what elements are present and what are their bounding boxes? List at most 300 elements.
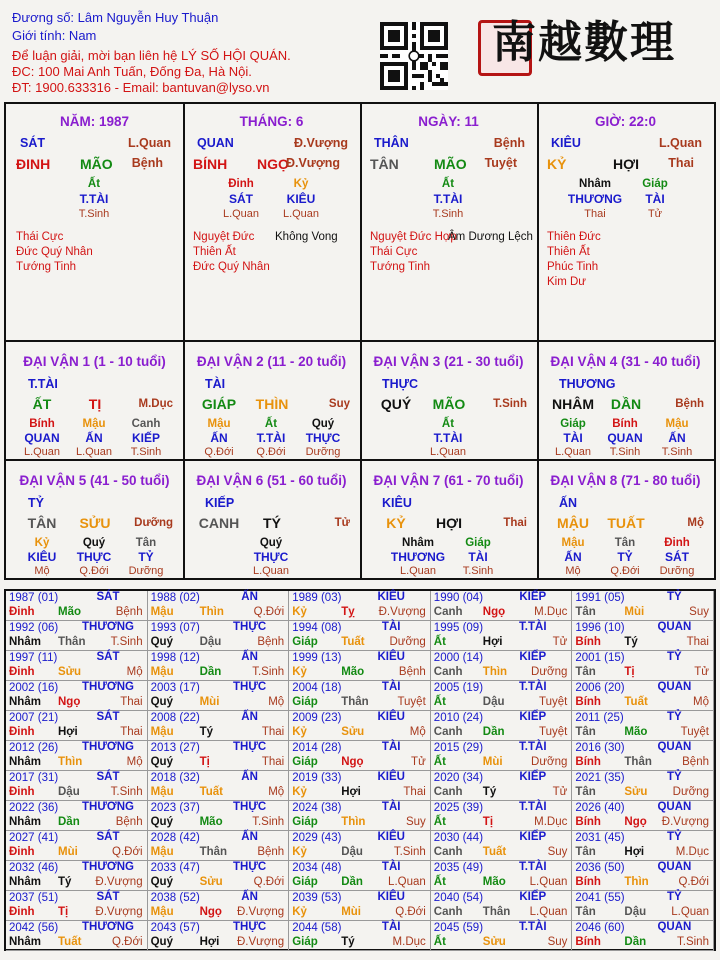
year-cell[interactable]	[6, 891, 148, 921]
year-stage: Suy	[547, 846, 568, 858]
year-god: SÁT	[96, 771, 120, 783]
year-cell[interactable]	[148, 771, 290, 801]
year-stage: Thai	[403, 786, 426, 798]
hidden-stage: Thai	[584, 208, 606, 220]
year-label: 2028 (42)	[150, 832, 200, 844]
hidden-stage: Dưỡng	[305, 446, 341, 458]
year-label: 2007 (21)	[9, 712, 59, 724]
year-branch: Mùi	[482, 756, 503, 768]
year-cell[interactable]	[289, 771, 431, 801]
year-god: T.TÀI	[519, 921, 547, 933]
year-stem: Mậu	[150, 786, 174, 798]
year-branch: Dần	[341, 876, 363, 888]
year-stage: Tử	[694, 666, 709, 678]
year-stem: Bính	[575, 816, 601, 828]
hidden-stage: L.Quan	[23, 446, 61, 458]
year-cell[interactable]	[431, 681, 573, 711]
year-cell[interactable]	[431, 741, 573, 771]
year-god: T.TÀI	[519, 681, 547, 693]
dai-van-stage: T.Sinh	[493, 398, 527, 410]
year-cell[interactable]	[6, 801, 148, 831]
year-cell[interactable]	[148, 681, 290, 711]
star-note: Phúc Tinh	[547, 261, 599, 273]
hidden-stem: Kỷ	[293, 178, 309, 190]
pillar-stage: Thai	[668, 156, 694, 170]
dai-van-stem: ẤT	[32, 396, 52, 412]
year-label: 1995 (09)	[433, 622, 484, 634]
year-stem: Ất	[433, 696, 446, 708]
dai-van-god: KIÊU	[382, 496, 412, 510]
dai-van-cell[interactable]	[360, 342, 537, 459]
year-god: KIẾP	[519, 711, 547, 723]
year-branch: Dậu	[58, 786, 80, 798]
year-cell[interactable]	[289, 681, 431, 711]
year-label: 1987 (01)	[9, 592, 59, 604]
hidden-stage: T.Sinh	[462, 565, 494, 577]
year-cell[interactable]	[148, 711, 290, 741]
year-stage: L.Quan	[671, 906, 709, 918]
year-branch: Tý	[341, 936, 355, 948]
year-branch: Dần	[624, 936, 647, 948]
year-god: TÀI	[381, 861, 401, 873]
year-label: 2024 (38)	[292, 802, 342, 814]
year-cell[interactable]	[6, 921, 148, 951]
dai-van-cell[interactable]	[537, 342, 714, 459]
year-stem: Quý	[150, 936, 173, 948]
year-stem: Nhâm	[9, 816, 41, 828]
dai-van-stage: Mộ	[687, 517, 704, 529]
year-cell[interactable]	[148, 921, 290, 951]
year-god: KIÊU	[377, 711, 405, 723]
year-cell[interactable]	[431, 801, 573, 831]
year-label: 2021 (35)	[575, 772, 625, 784]
year-cell[interactable]	[289, 621, 431, 651]
year-cell[interactable]	[6, 771, 148, 801]
year-label: 2012 (26)	[9, 742, 59, 754]
year-stem: Mậu	[150, 906, 174, 918]
year-label: 2016 (30)	[575, 742, 625, 754]
year-branch: Mão	[482, 876, 506, 888]
hidden-stem: Bính	[29, 418, 55, 430]
year-label: 2008 (22)	[150, 712, 200, 724]
year-cell[interactable]	[6, 831, 148, 861]
year-stem: Tân	[575, 846, 596, 858]
year-cell[interactable]	[148, 621, 290, 651]
dai-van-branch: DẦN	[610, 396, 642, 412]
year-cell[interactable]	[431, 891, 573, 921]
year-branch: Dần	[58, 816, 80, 828]
year-god: SÁT	[96, 711, 120, 723]
hidden-stem: Mậu	[82, 418, 106, 430]
year-label: 2015 (29)	[433, 742, 484, 754]
pillar-god: QUAN	[197, 136, 234, 150]
hidden-stem: Kỷ	[34, 537, 50, 549]
year-stem: Tân	[575, 666, 596, 678]
year-label: 2004 (18)	[292, 682, 342, 694]
pillar-title: NĂM: 1987	[59, 114, 130, 129]
dai-van-cell[interactable]	[6, 461, 183, 578]
brand-logo: 南越數理	[492, 17, 676, 68]
year-cell[interactable]	[431, 711, 573, 741]
year-stage: T.Sinh	[252, 666, 285, 678]
pillar-stage-top: Bệnh	[493, 136, 525, 150]
year-stage: Đ.Vượng	[95, 876, 143, 888]
dai-van-title: ĐẠI VẬN 6 (51 - 60 tuổi)	[196, 473, 347, 488]
year-god: T.TÀI	[519, 621, 547, 633]
year-branch: Thân	[58, 636, 86, 648]
year-stage: T.Sinh	[677, 936, 709, 948]
year-label: 2013 (27)	[150, 742, 200, 754]
dai-van-title: ĐẠI VẬN 8 (71 - 80 tuổi)	[550, 473, 701, 488]
year-stem: Giáp	[292, 756, 318, 768]
hidden-god: SÁT	[229, 192, 253, 206]
year-label: 1997 (11)	[9, 652, 58, 664]
year-god: SÁT	[96, 591, 120, 603]
star-note: Nguyệt Đức Hợp	[370, 231, 457, 243]
dai-van-cell[interactable]	[183, 342, 360, 459]
year-cell[interactable]	[572, 591, 714, 621]
hidden-stem: Đinh	[664, 537, 690, 549]
year-label: 2040 (54)	[433, 892, 484, 904]
hidden-stem: Ất	[264, 418, 278, 430]
year-branch: Dậu	[341, 846, 363, 858]
year-stage: Thai	[686, 636, 709, 648]
year-stage: L.Quan	[388, 876, 426, 888]
year-label: 2042 (56)	[9, 922, 59, 934]
year-cell[interactable]	[6, 741, 148, 771]
pillar-stage: Đ.Vượng	[285, 156, 340, 170]
year-stage: Bệnh	[257, 846, 285, 858]
year-stem: Mậu	[150, 726, 174, 738]
year-god: THỰC	[233, 861, 267, 873]
year-stage: Q.Đới	[253, 606, 285, 618]
year-stage: Q.Đới	[253, 876, 285, 888]
year-god: ẤN	[241, 891, 258, 903]
year-branch: Tỵ	[341, 606, 355, 618]
year-branch: Dậu	[199, 636, 222, 648]
year-cell[interactable]	[572, 861, 714, 891]
year-cell[interactable]	[6, 621, 148, 651]
year-god: THỰC	[233, 681, 267, 693]
year-cell[interactable]	[431, 771, 573, 801]
year-cell[interactable]	[431, 651, 573, 681]
year-god: KIÊU	[377, 891, 405, 903]
year-cell[interactable]	[148, 801, 290, 831]
year-cell[interactable]	[289, 891, 431, 921]
annual-table	[4, 589, 716, 951]
year-stem: Mậu	[150, 846, 174, 858]
hidden-god: THƯƠNG	[390, 550, 446, 564]
hidden-stem: Quý	[311, 418, 335, 430]
year-stem: Kỷ	[292, 666, 307, 678]
hidden-stem: Giáp	[642, 178, 668, 190]
year-cell[interactable]	[431, 591, 573, 621]
year-god: TỶ	[667, 771, 682, 783]
year-cell[interactable]	[289, 831, 431, 861]
year-cell[interactable]	[431, 831, 573, 861]
year-stage: Dưỡng	[531, 666, 568, 678]
year-god: TÀI	[381, 801, 401, 813]
year-cell[interactable]	[572, 891, 714, 921]
year-cell[interactable]	[6, 861, 148, 891]
star-note: Không Vong	[275, 231, 338, 243]
year-stem: Canh	[433, 726, 463, 738]
dai-van-stem: QUÝ	[380, 396, 412, 412]
year-label: 2005 (19)	[433, 682, 484, 694]
year-stem: Ất	[433, 936, 446, 948]
dai-van-cell[interactable]	[360, 461, 537, 578]
dai-van-god: ẤN	[559, 496, 578, 510]
dai-van-title: ĐẠI VẬN 4 (31 - 40 tuổi)	[550, 354, 701, 369]
hidden-stage: T.Sinh	[661, 446, 693, 458]
year-cell[interactable]	[572, 741, 714, 771]
year-cell[interactable]	[289, 741, 431, 771]
year-stage: Tử	[552, 636, 568, 648]
year-label: 1998 (12)	[150, 652, 200, 664]
dai-van-cell[interactable]	[6, 342, 183, 459]
year-stage: Bệnh	[257, 636, 285, 648]
year-stage: Suy	[405, 816, 426, 828]
year-cell[interactable]	[572, 651, 714, 681]
pillar-cell[interactable]	[183, 104, 360, 340]
hidden-stage: T.Sinh	[78, 208, 110, 220]
dai-van-cell[interactable]	[537, 461, 714, 578]
year-stage: Đ.Vượng	[236, 936, 285, 948]
year-cell[interactable]	[6, 711, 148, 741]
year-stage: Dưỡng	[672, 786, 709, 798]
hidden-stage: T.Sinh	[130, 446, 162, 458]
hidden-stage: Tử	[647, 208, 663, 220]
star-note: Nguyệt Đức	[193, 231, 255, 243]
hidden-god: TÀI	[468, 550, 488, 564]
year-stem: Kỷ	[292, 726, 307, 738]
year-stem: Ất	[433, 756, 446, 768]
year-stage: Bệnh	[115, 816, 143, 828]
year-label: 2034 (48)	[292, 862, 342, 874]
year-cell[interactable]	[289, 861, 431, 891]
year-branch: Ngọ	[58, 696, 81, 708]
year-god: T.TÀI	[519, 861, 547, 873]
year-stem: Đinh	[9, 666, 35, 678]
hidden-god: QUAN	[24, 431, 60, 445]
year-stem: Quý	[150, 876, 173, 888]
year-cell[interactable]	[148, 741, 290, 771]
star-note: Thiên Ất	[547, 246, 590, 258]
year-label: 2006 (20)	[575, 682, 625, 694]
year-stage: Thai	[261, 756, 285, 768]
year-cell[interactable]	[289, 651, 431, 681]
pillar-branch: HỢI	[613, 156, 639, 172]
year-stem: Đinh	[9, 846, 35, 858]
year-god: THỰC	[233, 921, 267, 933]
year-cell[interactable]	[148, 861, 290, 891]
year-label: 2030 (44)	[433, 832, 484, 844]
dai-van-stage: Thai	[503, 517, 527, 529]
year-branch: Hợi	[341, 786, 361, 798]
year-branch: Mão	[341, 666, 365, 678]
year-god: KIẾP	[519, 771, 547, 783]
hidden-god: KIÊU	[27, 550, 57, 564]
hidden-god: T.TÀI	[433, 192, 463, 206]
year-stem: Mậu	[150, 666, 174, 678]
year-god: THƯƠNG	[82, 741, 134, 753]
year-god: QUAN	[657, 801, 692, 813]
year-branch: Tuất	[341, 636, 365, 648]
pillar-cell[interactable]	[6, 104, 183, 340]
year-stage: Đ.Vượng	[378, 606, 426, 618]
year-god: ẤN	[241, 771, 258, 783]
year-branch: Ngọ	[482, 606, 506, 618]
year-branch: Tý	[624, 636, 638, 648]
year-label: 2001 (15)	[575, 652, 625, 664]
dai-van-stem: CANH	[198, 515, 240, 531]
year-stage: M.Dục	[534, 816, 568, 828]
year-cell[interactable]	[572, 621, 714, 651]
qr-code[interactable]	[380, 22, 448, 90]
year-god: THƯƠNG	[82, 621, 134, 633]
year-label: 2046 (60)	[575, 922, 625, 934]
year-label: 2003 (17)	[150, 682, 200, 694]
year-stem: Giáp	[292, 816, 318, 828]
year-label: 2041 (55)	[575, 892, 625, 904]
year-branch: Thìn	[199, 606, 224, 618]
pillar-stage-top: L.Quan	[127, 136, 171, 150]
year-stem: Nhâm	[9, 936, 41, 948]
hidden-stage: L.Quan	[252, 565, 290, 577]
year-branch: Thân	[199, 846, 228, 858]
year-stem: Ất	[433, 816, 446, 828]
year-label: 1992 (06)	[9, 622, 59, 634]
year-stage: Q.Đới	[678, 876, 709, 888]
hidden-stem: Giáp	[465, 537, 491, 549]
hidden-stage: Dưỡng	[659, 565, 695, 577]
year-god: ẤN	[241, 591, 258, 603]
year-label: 2002 (16)	[9, 682, 59, 694]
year-cell[interactable]	[572, 771, 714, 801]
year-cell[interactable]	[148, 651, 290, 681]
year-cell[interactable]	[431, 921, 573, 951]
star-note: Tướng Tinh	[370, 261, 430, 273]
year-branch: Tuất	[58, 936, 82, 948]
year-label: 2027 (41)	[9, 832, 59, 844]
year-label: 2020 (34)	[433, 772, 484, 784]
pillar-god: KIÊU	[551, 136, 581, 150]
year-label: 2019 (33)	[292, 772, 342, 784]
year-cell[interactable]	[289, 591, 431, 621]
year-cell[interactable]	[431, 861, 573, 891]
year-cell[interactable]	[289, 711, 431, 741]
year-stem: Kỷ	[292, 906, 307, 918]
year-cell[interactable]	[572, 711, 714, 741]
year-branch: Thân	[341, 696, 369, 708]
year-cell[interactable]	[6, 591, 148, 621]
hidden-stage: L.Quan	[429, 446, 467, 458]
year-cell[interactable]	[148, 891, 290, 921]
year-cell[interactable]	[148, 591, 290, 621]
star-note: Tướng Tinh	[16, 261, 76, 273]
year-label: 1990 (04)	[433, 592, 484, 604]
year-stage: M.Dục	[534, 606, 568, 618]
pillar-title: THÁNG: 6	[239, 114, 304, 129]
year-stem: Kỷ	[292, 846, 307, 858]
pillar-cell[interactable]	[537, 104, 714, 340]
year-cell[interactable]	[572, 681, 714, 711]
year-branch: Ngọ	[199, 906, 222, 918]
year-god: TỶ	[667, 591, 682, 603]
hidden-god: THỰC	[76, 550, 112, 564]
year-label: 2014 (28)	[292, 742, 342, 754]
year-branch: Hợi	[199, 936, 220, 948]
hidden-god: ẤN	[564, 550, 582, 564]
year-cell[interactable]	[572, 921, 714, 951]
star-note: Thái Cực	[16, 231, 64, 243]
year-god: THƯƠNG	[82, 921, 134, 933]
year-cell[interactable]	[148, 831, 290, 861]
hidden-stage: L.Quan	[222, 208, 260, 220]
year-god: KIÊU	[377, 771, 405, 783]
year-branch: Tị	[624, 666, 635, 678]
chart-grid	[4, 102, 716, 580]
hidden-god: T.TÀI	[79, 192, 109, 206]
pillar-title: NGÀY: 11	[418, 114, 479, 129]
year-stage: Mộ	[268, 786, 285, 798]
year-stem: Bính	[575, 696, 601, 708]
year-branch: Sửu	[624, 786, 648, 798]
year-cell[interactable]	[289, 921, 431, 951]
year-stage: Bệnh	[398, 666, 426, 678]
year-stage: Tuyệt	[680, 726, 709, 738]
dai-van-cell[interactable]	[183, 461, 360, 578]
year-cell[interactable]	[6, 651, 148, 681]
dai-van-stage: Bệnh	[675, 398, 704, 410]
year-label: 2043 (57)	[150, 922, 200, 934]
pillar-cell[interactable]	[360, 104, 537, 340]
year-cell[interactable]	[572, 831, 714, 861]
hidden-stem: Mậu	[561, 537, 585, 549]
year-branch: Hợi	[624, 846, 645, 858]
hidden-stage: L.Quan	[282, 208, 320, 220]
year-stage: Suy	[547, 936, 568, 948]
phone-email-line: ĐT: 1900.633316 - Email: bantuvan@lyso.vn	[12, 80, 270, 95]
year-cell[interactable]	[431, 621, 573, 651]
year-branch: Sửu	[199, 876, 223, 888]
star-note: Âm Dương Lệch	[448, 231, 533, 243]
year-stem: Canh	[433, 606, 463, 618]
hidden-stage: Mộ	[34, 565, 50, 577]
year-god: THƯƠNG	[82, 681, 134, 693]
dai-van-branch: HỢI	[436, 515, 462, 531]
pillar-branch: MÃO	[80, 156, 113, 172]
year-branch: Mão	[624, 726, 648, 738]
year-label: 2039 (53)	[292, 892, 342, 904]
year-branch: Tị	[58, 906, 69, 918]
year-stage: Mộ	[268, 696, 285, 708]
hidden-god: T.TÀI	[433, 431, 463, 445]
year-branch: Thìn	[341, 816, 366, 828]
year-label: 1994 (08)	[292, 622, 342, 634]
year-god: TÀI	[381, 681, 401, 693]
year-label: 2025 (39)	[433, 802, 484, 814]
pillar-branch: NGỌ	[257, 156, 289, 172]
year-branch: Mão	[58, 606, 81, 618]
year-cell[interactable]	[289, 801, 431, 831]
year-god: QUAN	[657, 621, 692, 633]
hidden-stage: Dưỡng	[128, 565, 164, 577]
year-stage: L.Quan	[529, 876, 568, 888]
year-cell[interactable]	[6, 681, 148, 711]
year-stem: Nhâm	[9, 876, 41, 888]
year-cell[interactable]	[572, 801, 714, 831]
